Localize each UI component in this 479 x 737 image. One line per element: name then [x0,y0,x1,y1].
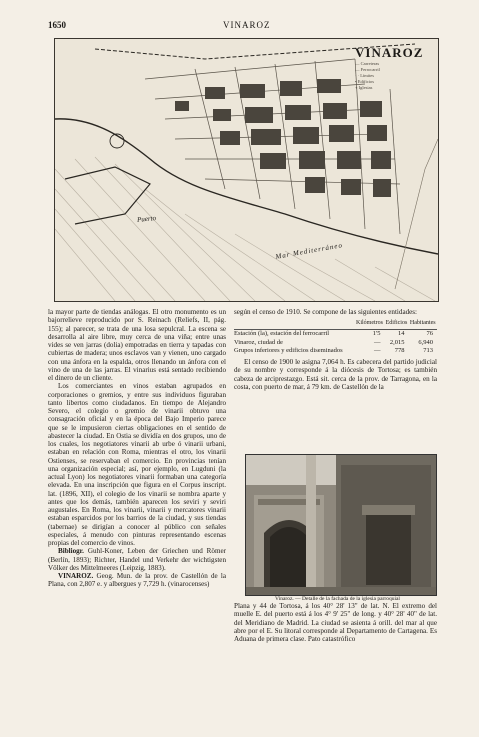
table-cell: 14 [398,330,405,337]
legend-item: ▪ Edificios [355,79,374,84]
table-cell: Vinaroz, ciudad de [234,338,283,346]
map-drawing [55,39,438,301]
legend-item: — Ferrocarril [355,67,380,72]
right-column-bottom [234,602,437,643]
table-cell: 1'5 [372,330,381,337]
table-cell: Grupos inferiores y edificios diseminados [234,347,343,354]
table-cell: 76 [426,330,433,337]
map-legend [355,61,380,91]
page-header [48,18,437,32]
entities-table [234,318,437,355]
map-title: VINAROZ [355,45,424,60]
entry-text: Geog. Mun. de la prov. de Castellón de la Plana, con 2,807 e. y albergues y 7,729 h. (vinarocenses) [48,572,226,589]
table-cell: 713 [423,347,433,354]
table-header: Kilómetros [355,318,385,329]
table-row [234,329,437,338]
map-label-sea: Mar Mediterráneo [274,241,344,261]
table-cell: — [373,347,381,354]
paragraph: Plana y 44 de Tortosa, á los 40° 28' 13" de lat. N. El extremo del muelle E. del puerto está á los 4° 9' 25" de long. y 40° 28' 40" de lat. del Meridiano de Madrid. La ciudad se asienta á orill. del mar al que abre por el E. Su litoral corresponde al Departamento de Cartagena. Es Aduana de primera clase. Pato catastrófico [234,602,437,643]
table-cell: Estación (la), estación del ferrocarril [234,330,330,337]
bibliography-label: Bibliogr. [58,547,84,556]
page-number: 1650 [48,20,66,30]
entry-headword: VINAROZ. [58,572,94,580]
table-cell: 778 [394,347,405,354]
photo-drawing [246,455,436,595]
bibliography [48,547,226,572]
right-column [234,308,437,391]
table-header: Edificios [384,318,408,329]
legend-item: + Iglesias [355,85,373,90]
table-row [234,338,437,347]
map-label-port: Puerto [136,214,157,224]
table-cell: 2,015 [389,338,405,346]
running-title: VINAROZ [223,20,271,30]
entry-vinaroz [48,572,226,589]
table-cell: 6,940 [418,338,433,346]
legend-item: · · Límites [355,73,374,78]
photo-caption: Vinaroz. — Detalle de la fachada de la iglesia parroquial [275,596,400,602]
table-cell: — [373,338,381,346]
church-facade-photo [245,454,437,596]
table-header: Habitantes [409,318,438,329]
page [48,18,437,718]
town-map [54,38,439,302]
bibliography-text: Guhl-Koner, Leben der Griechen und Römer (Berlín, 1893); Richter, Handel und Verkehr der wichtigsten Völker des Mittelmeeres (Leipzig, 1883). [48,547,226,572]
legend-item: — Carreteras [355,61,380,66]
paragraph: la mayor parte de tiendas análogas. El otro monumento es un bajorrelieve reproducido por S. Reinach (Reliefs, II, pág. 155); al parecer, se trata de una losa sepulcral. La escena se desarrolla al aire libre, muy cerca de una viña; entre unas vides se ven jarras (dolia) empotradas en tierra y tapadas con cubiertas de madera; unos esclavos van y vienen, uno cargado con una ánfora en la espalda, otros llenando un ánfora con el vino de una de las jarras. El vinarius está sentado recibiendo el dinero de un cliente. [48,308,226,382]
paragraph: El censo de 1900 le asigna 7,064 h. Es cabecera del partido judicial de su nombre y corresponde á la diócesis de Tortosa; es también cabeza de arciprestazgo. Está sit. cerca de la prov. de Tarragona, en la costa, con puerto de mar, á 79 km. de Castellón de la [234,358,437,391]
table-row [234,347,437,356]
left-column [48,308,226,589]
paragraph: según el censo de 1910. Se compone de las siguientes entidades: [234,308,418,316]
paragraph: Los comerciantes en vinos estaban agrupados en corporaciones o gremios, y entre sus individuos figuraban tanto libertos como ciudadanos. En tiempo de Alejandro Severo, el colegio o gremio de vinarii obtuvo una consagración oficial y en la época del Bajo Imperio parece que se le impusieron ciertas obligaciones en el sentido de abastecer la ciudad. En Ostia se dividía en dos grupos, uno de los cuales, los negotiatores vinarii ab urbe ó vinarii urbani, estaban en relación con Roma, mientras el otro, los vinarii Ostienses, se reservaban el comercio. En provincias tenían una organización especial; así, por ejemplo, en Lugduni (la actual Lyon) los negotiatores vinarii formaban una categoría elevada. En una inscripción que figura en el Corpus inscript. lat. (1896, XII), el colegio de los vinarii se nombra aparte y antes que los demás, también aparecen los seviri y seviri augustales. En Roma, los vinarii, vinarii y mercatores vinarii estaban esparcidos por los barrios de la ciudad, y sus tiendas (tabernae) se dirigían a conocer al público con señales especiales, á menudo con pinturas representando escenas propias del comercio de vinos. [48,382,226,547]
table-header-row [234,318,437,329]
